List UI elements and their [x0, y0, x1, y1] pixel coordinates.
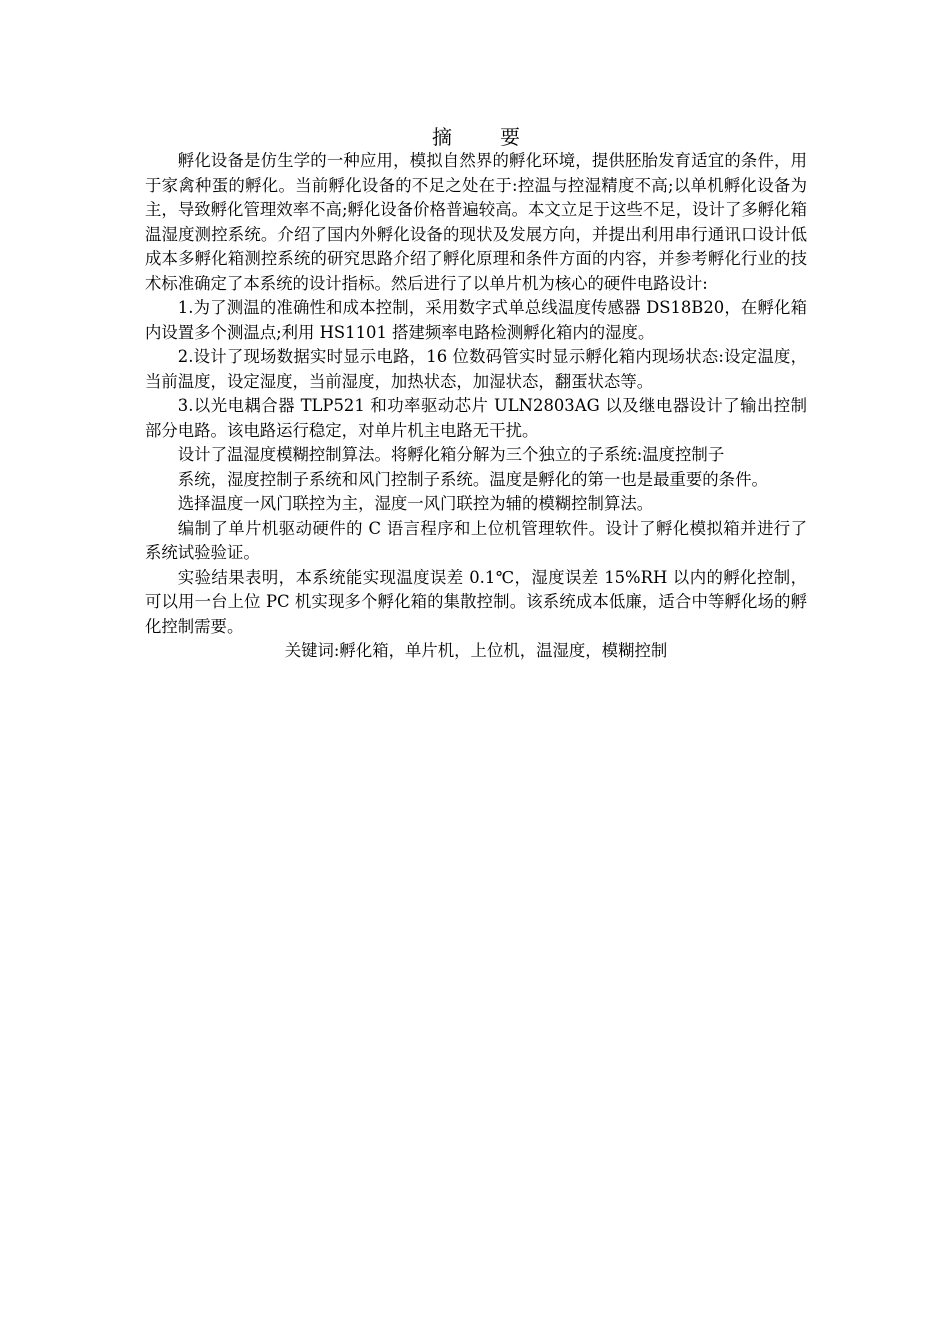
- abstract-paragraph-item-2: 2.设计了现场数据实时显示电路，16 位数码管实时显示孵化箱内现场状态:设定温度，当前温度，设定湿度，当前湿度，加热状态，加湿状态，翻蛋状态等。: [145, 347, 807, 391]
- abstract-paragraph-software: 编制了单片机驱动硬件的 C 语言程序和上位机管理软件。设计了孵化模拟箱并进行了系统试验验证。: [145, 518, 807, 562]
- abstract-paragraph-fuzzy-2: 系统，湿度控制子系统和风门控制子系统。温度是孵化的第一也是最重要的条件。: [177, 469, 768, 489]
- abstract-page: [145, 122, 807, 664]
- abstract-paragraph-fuzzy-1: 设计了温湿度模糊控制算法。将孵化箱分解为三个独立的子系统:温度控制子: [177, 445, 725, 464]
- abstract-paragraph-item-1: 1.为了测温的准确性和成本控制，采用数字式单总线温度传感器 DS18B20，在孵化箱内设置多个测温点;利用 HS1101 搭建频率电路检测孵化箱内的湿度。: [145, 298, 807, 342]
- abstract-paragraph-fuzzy-3: 选择温度一风门联控为主，湿度一风门联控为辅的模糊控制算法。: [177, 494, 654, 513]
- abstract-keywords: 关键词:孵化箱，单片机，上位机，温湿度，模糊控制: [284, 641, 668, 660]
- abstract-title: 摘 要: [432, 125, 534, 149]
- abstract-paragraph-results: 实验结果表明，本系统能实现温度误差 0.1℃，湿度误差 15%RH 以内的孵化控制，可以用一台上位 PC 机实现多个孵化箱的集散控制。该系统成本低廉，适合中等孵化场的孵化控制需要。: [145, 567, 807, 636]
- abstract-paragraph-intro: 孵化设备是仿生学的一种应用，模拟自然界的孵化环境，提供胚胎发育适宜的条件，用于家禽种蛋的孵化。当前孵化设备的不足之处在于:控温与控湿精度不高;以单机孵化设备为主，导致孵化管理效率不高;孵化设备价格普遍较高。本文立足于这些不足，设计了多孵化箱温湿度测控系统。介绍了国内外孵化设备的现状及发展方向，并提出利用串行通讯口设计低成本多孵化箱测控系统的研究思路介绍了孵化原理和条件方面的内容，并参考孵化行业的技术标准确定了本系统的设计指标。然后进行了以单片机为核心的硬件电路设计:: [145, 151, 807, 293]
- abstract-paragraph-item-3: 3.以光电耦合器 TLP521 和功率驱动芯片 ULN2803AG 以及继电器设计了输出控制部分电路。该电路运行稳定，对单片机主电路无干扰。: [145, 396, 807, 440]
